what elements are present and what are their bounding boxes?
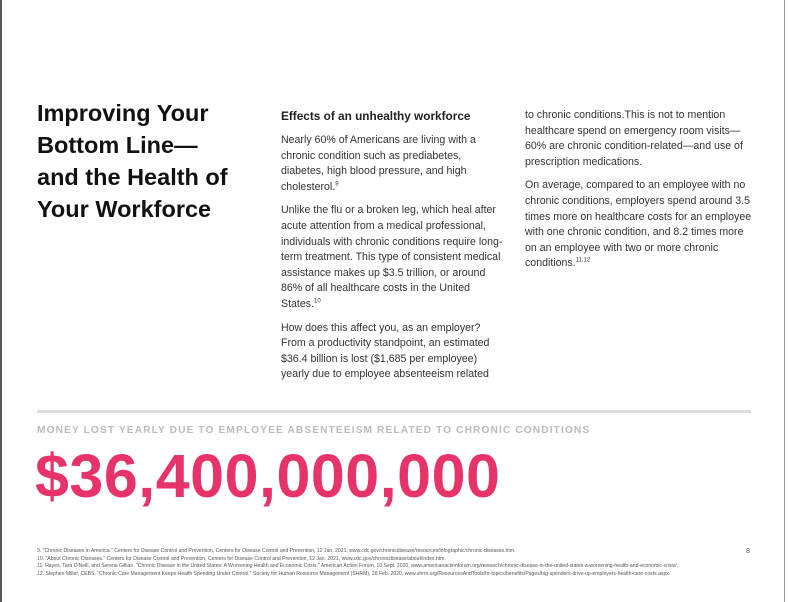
footnotes (37, 548, 737, 578)
stat-value: $36,400,000,000 (35, 442, 501, 510)
page-number: 8 (746, 548, 750, 555)
heading-line-2: Bottom Line— (37, 132, 198, 158)
paragraph-5 (525, 178, 757, 272)
paragraph-2 (281, 203, 503, 312)
footnote-ref-9: 9 (335, 181, 339, 188)
footnote-9: 9. "Chronic Diseases in America." Centers for Disease Control and Prevention, Centers for Disease Control and Prevention, 12 Jan. 2021, www.cdc.gov/chronicdisease/resources/infographic/chronic-diseases.htm. (37, 548, 516, 554)
footnote-ref-10: 10 (313, 298, 321, 305)
body-column-right (525, 108, 757, 280)
section-divider (37, 410, 751, 413)
heading-line-1: Improving Your (37, 100, 209, 126)
paragraph-2-text: Unlike the flu or a broken leg, which heal after acute attention from a medical professional, individuals with chronic conditions require long-term treatment. This type of consistent medical assistance makes up $3.5 trillion, or around 86% of all healthcare costs in the United States. (281, 204, 503, 310)
heading-line-3: and the Health of (37, 164, 228, 190)
paragraph-3: How does this affect you, as an employer? From a productivity standpoint, an estimated $36.4 billion is lost ($1,685 per employee) yearly due to employee absenteeism related (281, 321, 490, 381)
paragraph-1-text: Nearly 60% of Americans are living with a chronic condition such as prediabetes, diabetes, high blood pressure, and high cholesterol. (281, 134, 476, 193)
page-heading (37, 97, 267, 225)
body-column-left (281, 108, 503, 391)
stat-label: MONEY LOST YEARLY DUE TO EMPLOYEE ABSENTEEISM RELATED TO CHRONIC CONDITIONS (37, 425, 591, 436)
footnote-ref-11-12: 11,12 (575, 257, 591, 264)
paragraph-1 (281, 133, 503, 195)
footnote-10: 10. "About Chronic Diseases." Centers for Disease Control and Prevention, Centers for Disease Control and Prevention, 12 Jan. 2021, www.cdc.gov/chronicdisease/about/index.htm. (37, 555, 446, 562)
page-edge-left (0, 0, 2, 602)
footnote-11: 11. Hayes, Tara O'Neill, and Serena Gillian. "Chronic Disease in the United States: A Worsening Health and Economic Crisis." American Action Forum, 10 Sept. 2020, www.americanactionforum.org/research/chronic-disease-in-the-united-states-a-worsening-health-and-economic-crisis/. (37, 563, 679, 570)
page-edge-right (784, 0, 785, 602)
heading-line-4: Your Workforce (37, 196, 212, 222)
footnote-12: 12. Stephen Miller, CEBS. "Chronic Care Management Keeps Health Spending Under Control." Society for Human Resource Management (SHRM), 28 Feb. 2020, www.shrm.org/ResourcesAndTools/hr-topics/benefits/Pages/big-spenders-drive-up-employers-health-care-costs.aspx. (37, 570, 671, 577)
paragraph-4: to chronic conditions.This is not to mention healthcare spend on emergency room visits—60% are chronic condition-related—and use of prescription medications. (525, 109, 743, 168)
section-title: Effects of an unhealthy workforce (281, 109, 471, 123)
paragraph-5-text: On average, compared to an employee with no chronic conditions, employers spend around 3.5 times more on healthcare costs for an employee with one chronic condition, and 8.2 times more on an employee with two or more chronic conditions. (525, 179, 752, 270)
